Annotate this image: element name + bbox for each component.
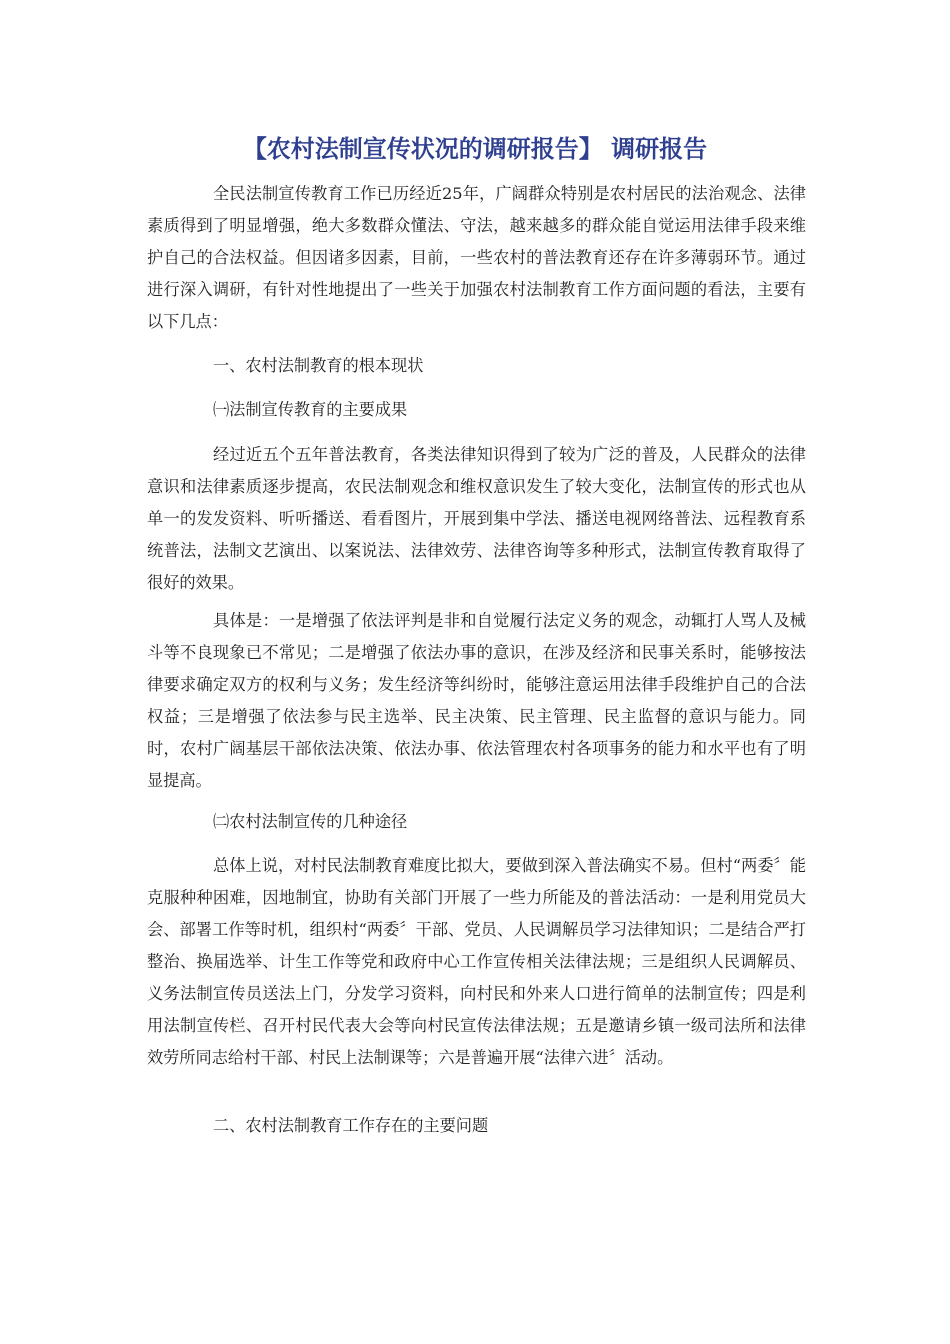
paragraph-text: 具体是：一是增强了依法评判是非和自觉履行法定义务的观念，动辄打人骂人及械斗等不良现象已不常见；二是增强了依法办事的意识，在涉及经济和民事关系时，能够按法律要求确定双方的权利与义务；发生经济等纠纷时，能够注意运用法律手段维护自己的合法权益；三是增强了依法参与民主选举、民主决策、民主管理、民主监督的意识与能力。同时，农村广阔基层干部依法决策、依法办事、依法管理农村各项事务的能力和水平也有了明显提高。 bbox=[147, 611, 806, 790]
section-heading-2 bbox=[147, 1110, 806, 1142]
document-title: 【农村法制宣传状况的调研报告】 调研报告 bbox=[242, 135, 708, 163]
intro-paragraph bbox=[147, 178, 806, 338]
heading-text: 二、农村法制教育工作存在的主要问题 bbox=[213, 1116, 489, 1135]
specifics-paragraph bbox=[147, 605, 806, 797]
heading-text: ㈡农村法制宣传的几种途径 bbox=[213, 812, 408, 831]
subsection-heading-1 bbox=[147, 394, 806, 426]
achievements-paragraph bbox=[147, 439, 806, 599]
heading-text: 一、农村法制教育的根本现状 bbox=[213, 356, 424, 375]
paragraph-text: 经过近五个五年普法教育，各类法律知识得到了较为广泛的普及，人民群众的法律意识和法律素质逐步提高，农民法制观念和维权意识发生了较大变化，法制宣传的形式也从单一的发发资料、听听播送、看看图片，开展到集中学法、播送电视网络普法、远程教育系统普法，法制文艺演出、以案说法、法律效劳、法律咨询等多种形式，法制宣传教育取得了很好的效果。 bbox=[147, 445, 806, 592]
heading-text: ㈠法制宣传教育的主要成果 bbox=[213, 400, 408, 419]
paragraph-text: 总体上说，对村民法制教育难度比拟大，要做到深入普法确实不易。但村“两委〞能克服种种困难，因地制宜，协助有关部门开展了一些力所能及的普法活动：一是利用党员大会、部署工作等时机，组织村“两委〞干部、党员、人民调解员学习法律知识；二是结合严打整治、换届选举、计生工作等党和政府中心工作宣传相关法律法规；三是组织人民调解员、义务法制宣传员送法上门，分发学习资料，向村民和外来人口进行简单的法制宣传；四是利用法制宣传栏、召开村民代表大会等向村民宣传法律法规；五是邀请乡镇一级司法所和法律效劳所同志给村干部、村民上法制课等；六是普遍开展“法律六进〞活动。 bbox=[147, 856, 806, 1067]
section-heading-1 bbox=[147, 350, 806, 382]
subsection-heading-2 bbox=[147, 806, 806, 838]
approaches-paragraph bbox=[147, 850, 806, 1074]
paragraph-text: 全民法制宣传教育工作已历经近25年，广阔群众特别是农村居民的法治观念、法律素质得到了明显增强，绝大多数群众懂法、守法，越来越多的群众能自觉运用法律手段来维护自己的合法权益。但因诸多因素，目前，一些农村的普法教育还存在许多薄弱环节。通过进行深入调研，有针对性地提出了一些关于加强农村法制教育工作方面问题的看法，主要有以下几点： bbox=[147, 184, 806, 331]
